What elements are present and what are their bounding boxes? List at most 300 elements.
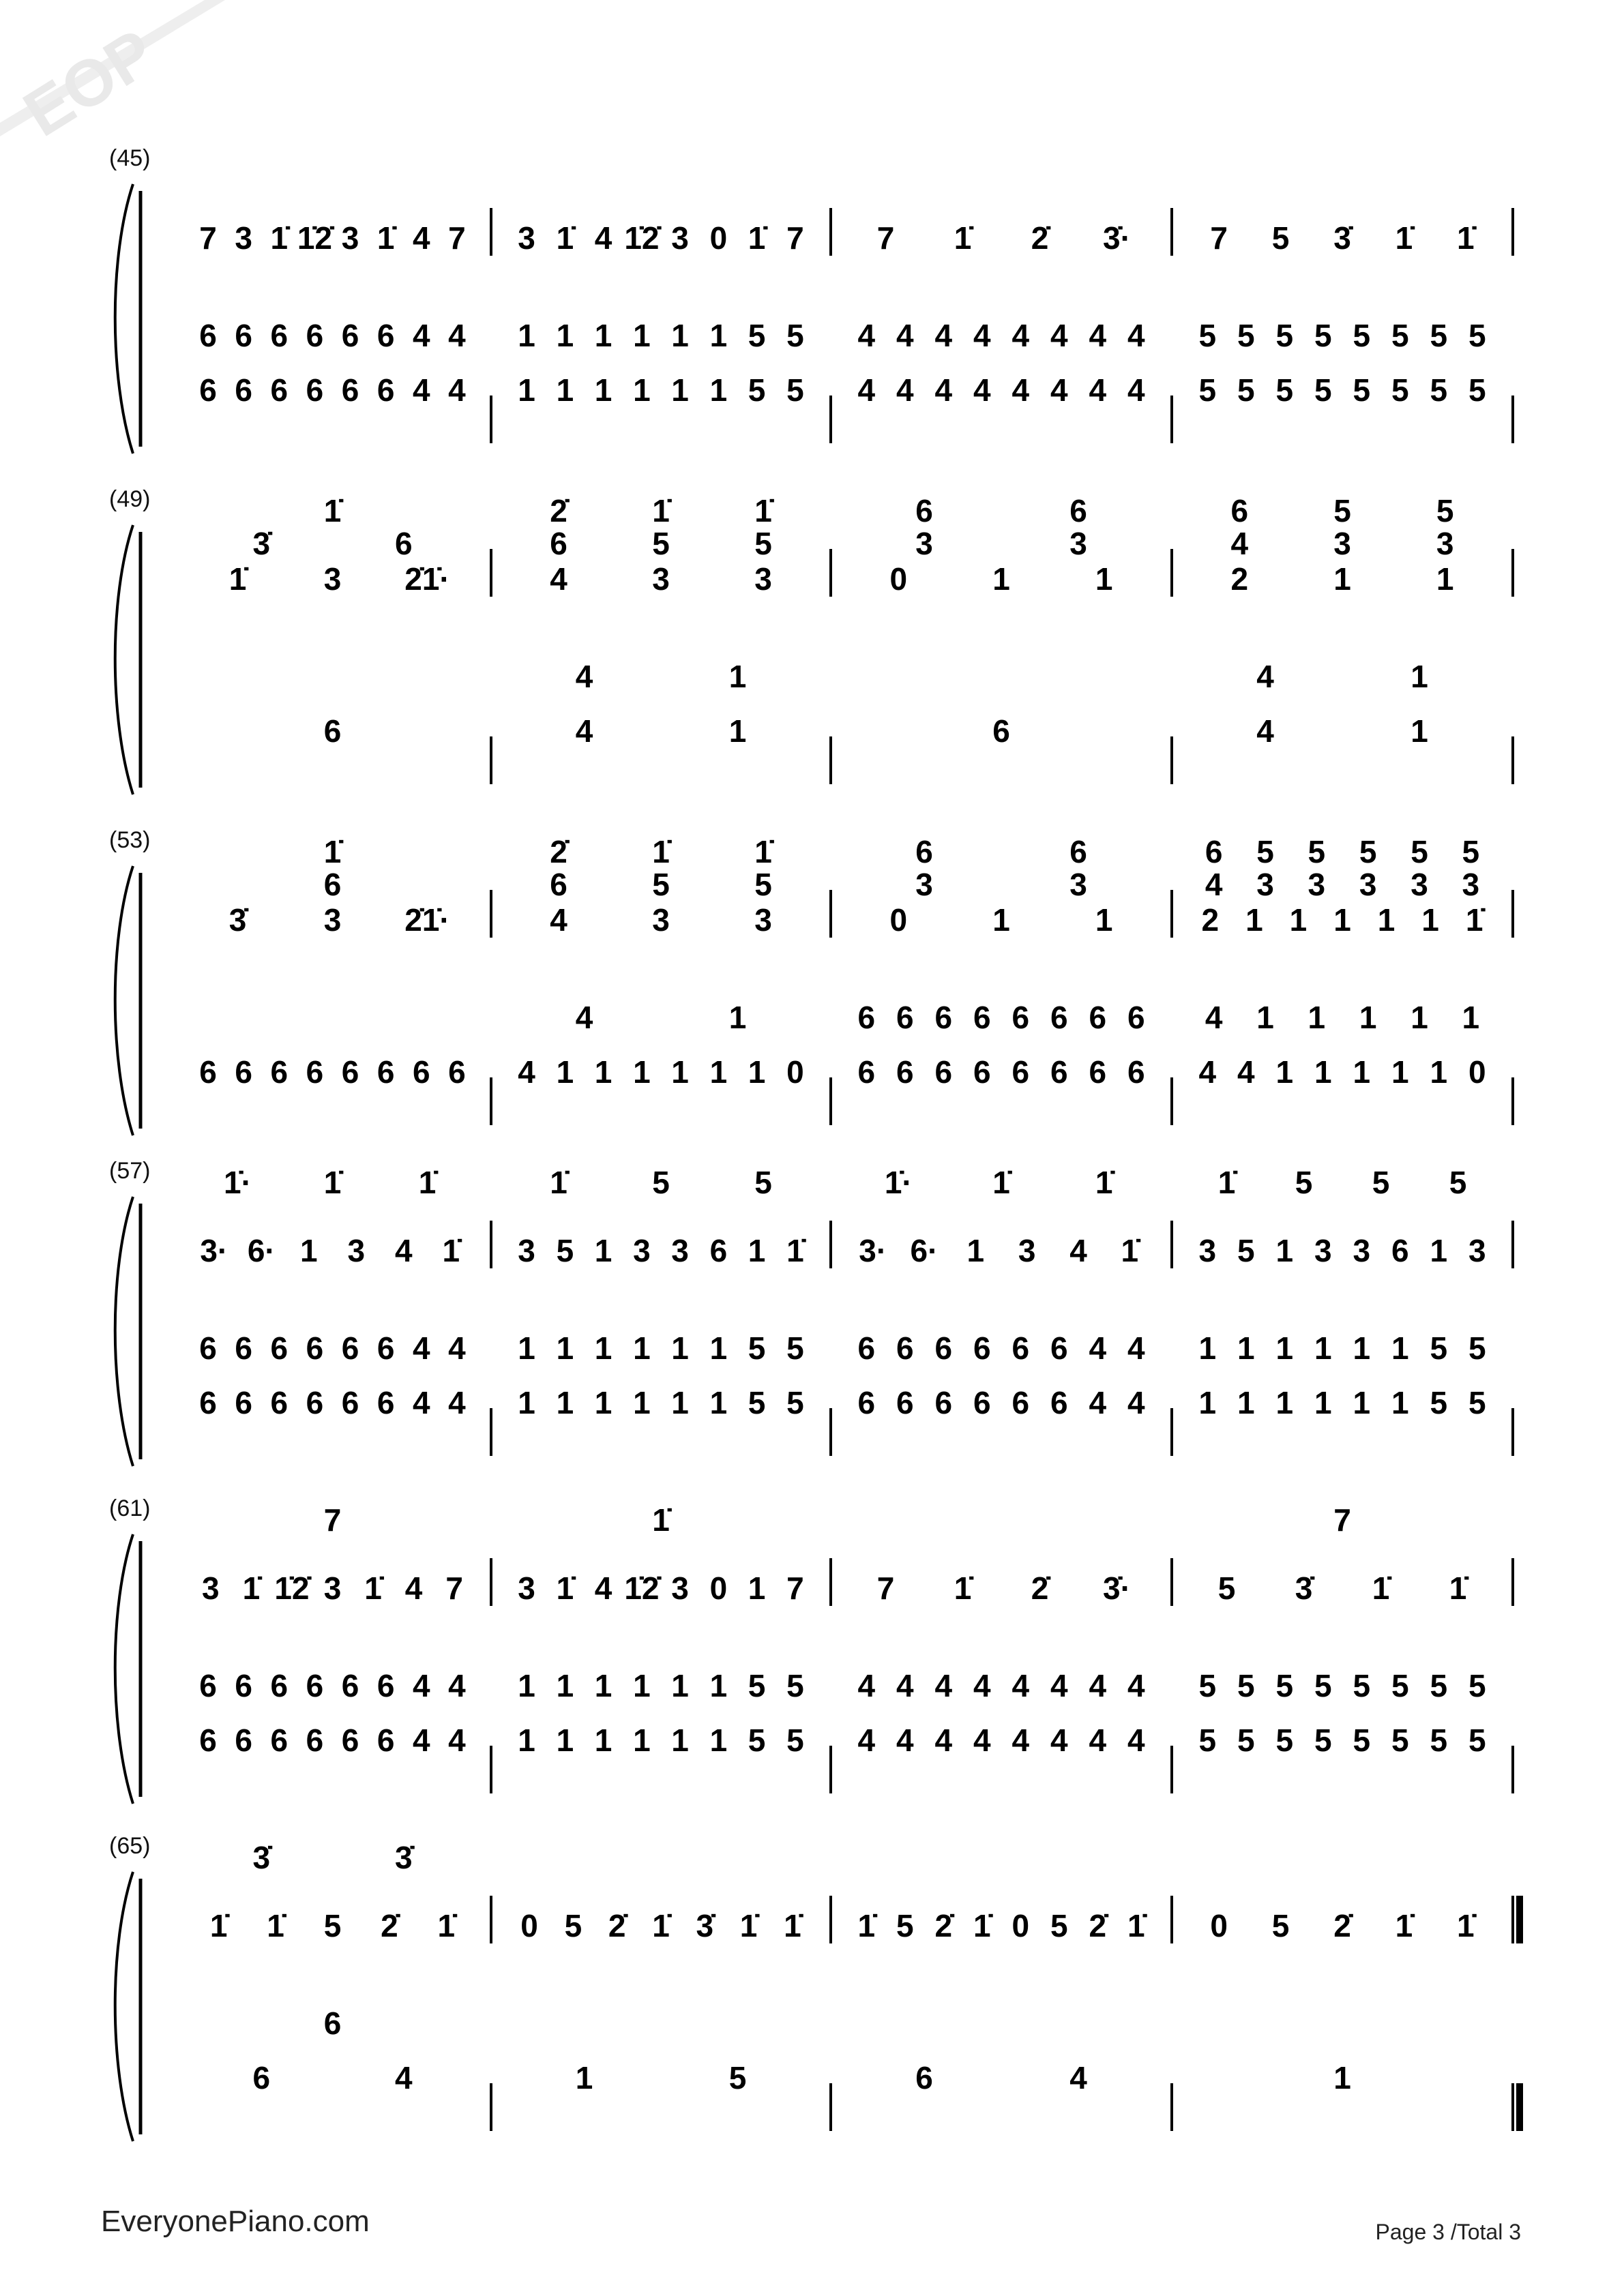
- left-hand-upper-note: 4: [413, 1330, 430, 1366]
- left-hand-note: 6: [199, 1054, 217, 1090]
- left-hand-upper-note: 1: [594, 1668, 612, 1703]
- left-hand-upper-note: 1: [633, 1330, 651, 1366]
- left-hand-note: 1: [518, 1723, 535, 1758]
- right-hand-note: 3: [633, 1233, 651, 1268]
- right-hand-upper-note: 6: [1069, 834, 1087, 869]
- right-hand-note: 5: [1050, 1908, 1068, 1943]
- left-hand-note: 4: [1127, 372, 1145, 408]
- right-hand-note: 7: [448, 220, 466, 256]
- left-hand-note: 4: [1237, 1054, 1255, 1090]
- left-hand-note: 1: [1314, 1054, 1332, 1090]
- left-hand-note: 1: [1353, 1385, 1371, 1420]
- left-hand-upper-note: 5: [1275, 318, 1294, 353]
- left-hand-upper-note: 1: [518, 318, 535, 353]
- left-hand-note: 4: [1089, 1723, 1107, 1758]
- right-hand-note: 0: [709, 1570, 728, 1606]
- left-hand-note: 6: [270, 1723, 289, 1758]
- left-hand-note: 1: [556, 372, 574, 408]
- right-hand-middle-note: 6: [395, 526, 413, 561]
- left-hand-upper-note: 6: [341, 1668, 359, 1703]
- right-hand-upper-note: 7: [323, 1502, 342, 1538]
- right-hand-upper-note: 5: [1295, 1165, 1313, 1200]
- left-hand-upper-note: 5: [1468, 1330, 1486, 1366]
- left-hand-note: 5: [1353, 372, 1371, 408]
- right-hand-note: 3: [1468, 1233, 1486, 1268]
- right-hand-note: 3: [671, 220, 689, 256]
- left-hand-note: 1: [594, 1054, 612, 1090]
- right-hand-middle-note: 3: [1436, 526, 1454, 561]
- right-hand-middle-note: 3: [1462, 867, 1480, 902]
- left-hand-upper-note: 1: [594, 1330, 612, 1366]
- left-hand-upper-note: 1: [1198, 1330, 1217, 1366]
- right-hand-note: 3: [1018, 1233, 1036, 1268]
- left-hand-upper-note: 1: [671, 318, 689, 353]
- left-hand-note: 4: [934, 372, 953, 408]
- left-hand-upper-note: 6: [857, 1330, 876, 1366]
- left-hand-upper-note: 5: [1314, 318, 1332, 353]
- left-hand-note: 4: [448, 1723, 466, 1758]
- right-hand-note: 4: [413, 220, 430, 256]
- grand-staff-brace: [115, 525, 133, 794]
- right-hand-middle-note: 3: [1333, 526, 1351, 561]
- right-hand-upper-note: 1̇: [323, 834, 342, 869]
- left-hand-note: 1: [709, 1054, 728, 1090]
- right-hand-note: 1: [1289, 902, 1308, 938]
- left-hand-upper-note: 1: [1353, 1330, 1371, 1366]
- right-hand-note: 2̇1̇·: [404, 902, 450, 938]
- right-hand-upper-note: 6: [915, 834, 933, 869]
- right-hand-middle-note: 3: [915, 867, 933, 902]
- right-hand-note: 1: [992, 561, 1010, 597]
- left-hand-note: 6: [377, 1723, 395, 1758]
- left-hand-note: 1: [709, 372, 728, 408]
- left-hand-note: 6: [270, 1385, 289, 1420]
- left-hand-upper-note: 5: [748, 1668, 766, 1703]
- right-hand-middle-note: 3: [1359, 867, 1377, 902]
- eop-watermark: [0, 0, 225, 151]
- right-hand-note: 1: [992, 902, 1010, 938]
- left-hand-note: 1: [1333, 2060, 1351, 2096]
- right-hand-note: 3: [1198, 1233, 1217, 1268]
- right-hand-note: 1: [966, 1233, 985, 1268]
- right-hand-note: 3: [754, 902, 772, 938]
- right-hand-note: 3̇: [228, 902, 247, 938]
- right-hand-note: 1: [1095, 902, 1113, 938]
- right-hand-note: 1̇2̇: [624, 220, 660, 256]
- left-hand-note: 5: [786, 1385, 804, 1420]
- left-hand-note: 0: [786, 1054, 804, 1090]
- right-hand-note: 1: [1095, 561, 1113, 597]
- right-hand-note: 3: [323, 1570, 342, 1606]
- left-hand-note: 1: [633, 1054, 651, 1090]
- right-hand-note: 7: [876, 1570, 895, 1606]
- left-hand-note: 4: [896, 372, 914, 408]
- left-hand-upper-note: 6: [235, 1668, 252, 1703]
- left-hand-upper-note: 6: [973, 1330, 991, 1366]
- left-hand-upper-note: 4: [1205, 1000, 1223, 1035]
- left-hand-note: 6: [934, 1385, 953, 1420]
- left-hand-note: 1: [594, 372, 612, 408]
- left-hand-upper-note: 6: [1050, 1000, 1068, 1035]
- left-hand-upper-note: 6: [323, 2006, 342, 2041]
- left-hand-upper-note: 5: [1198, 318, 1217, 353]
- right-hand-note: 1̇2̇: [624, 1570, 660, 1606]
- score-systems: [109, 145, 1520, 2141]
- right-hand-note: 2̇: [1089, 1908, 1107, 1943]
- left-hand-note: 4: [1127, 1723, 1145, 1758]
- right-hand-note: 3·: [200, 1233, 228, 1268]
- right-hand-note: 2: [1201, 902, 1220, 938]
- right-hand-note: 1̇: [739, 1908, 758, 1943]
- right-hand-upper-note: 1̇: [323, 1165, 342, 1200]
- left-hand-note: 5: [1275, 372, 1294, 408]
- left-hand-note: 6: [306, 1385, 324, 1420]
- right-hand-upper-note: 5: [754, 1165, 772, 1200]
- right-hand-note: 1̇: [652, 1908, 670, 1943]
- right-hand-note: 1̇: [954, 1570, 972, 1606]
- right-hand-note: 5: [323, 1908, 342, 1943]
- left-hand-note: 6: [1050, 1385, 1068, 1420]
- left-hand-note: 5: [786, 1723, 804, 1758]
- right-hand-note: 7: [786, 220, 804, 256]
- left-hand-note: 6: [896, 1385, 914, 1420]
- right-hand-middle-note: 3̇: [252, 526, 271, 561]
- right-hand-upper-note: 1̇: [323, 493, 342, 528]
- left-hand-note: 1: [1198, 1385, 1217, 1420]
- left-hand-note: 5: [1468, 372, 1486, 408]
- left-hand-note: 1: [594, 1385, 612, 1420]
- right-hand-note: 3·: [859, 1233, 887, 1268]
- left-hand-note: 4: [413, 1385, 430, 1420]
- right-hand-note: 1̇: [857, 1908, 876, 1943]
- left-hand-note: 6: [1012, 1054, 1030, 1090]
- right-hand-note: 4: [594, 220, 612, 256]
- right-hand-note: 3: [341, 220, 359, 256]
- right-hand-upper-note: 1̇: [652, 493, 670, 528]
- left-hand-upper-note: 5: [1237, 1668, 1255, 1703]
- right-hand-upper-note: 2̇: [550, 834, 567, 869]
- left-hand-upper-note: 1: [671, 1668, 689, 1703]
- right-hand-note: 1̇: [270, 220, 289, 256]
- right-hand-note: 1̇: [442, 1233, 460, 1268]
- left-hand-upper-note: 4: [1127, 318, 1145, 353]
- left-hand-upper-note: 6: [306, 1668, 324, 1703]
- left-hand-note: 5: [1237, 372, 1255, 408]
- left-hand-note: 5: [1198, 1723, 1217, 1758]
- right-hand-upper-note: 5: [1359, 834, 1377, 869]
- left-hand-note: 6: [896, 1054, 914, 1090]
- right-hand-note: 7: [876, 220, 895, 256]
- left-hand-upper-note: 4: [413, 318, 430, 353]
- right-hand-upper-note: 1̇: [652, 1502, 670, 1538]
- left-hand-note: 0: [1468, 1054, 1486, 1090]
- right-hand-note: 0: [1210, 1908, 1228, 1943]
- grand-staff-brace: [115, 1534, 133, 1804]
- left-hand-upper-note: 4: [1256, 659, 1274, 694]
- left-hand-note: 4: [413, 1723, 430, 1758]
- left-hand-upper-note: 4: [1127, 1330, 1145, 1366]
- right-hand-note: 0: [520, 1908, 538, 1943]
- left-hand-note: 6: [323, 713, 342, 749]
- right-hand-note: 1: [1245, 902, 1263, 938]
- left-hand-note: 4: [1012, 1723, 1030, 1758]
- left-hand-upper-note: 1: [1308, 1000, 1326, 1035]
- right-hand-note: 1: [594, 1233, 612, 1268]
- left-hand-upper-note: 5: [1391, 318, 1409, 353]
- left-hand-upper-note: 1: [709, 1668, 728, 1703]
- right-hand-note: 3: [671, 1233, 689, 1268]
- left-hand-upper-note: 4: [934, 318, 953, 353]
- left-hand-note: 6: [413, 1054, 430, 1090]
- left-hand-note: 1: [518, 1385, 535, 1420]
- left-hand-upper-note: 1: [633, 318, 651, 353]
- right-hand-note: 1̇: [954, 220, 972, 256]
- right-hand-note: 5: [1271, 1908, 1290, 1943]
- left-hand-note: 1: [518, 372, 535, 408]
- right-hand-note: 3: [347, 1233, 366, 1268]
- left-hand-upper-note: 4: [896, 1668, 914, 1703]
- left-hand-upper-note: 5: [748, 318, 766, 353]
- right-hand-note: 0: [1012, 1908, 1030, 1943]
- right-hand-note: 4: [550, 561, 567, 597]
- right-hand-note: 3: [323, 902, 342, 938]
- system: [109, 145, 1513, 453]
- left-hand-upper-note: 4: [857, 318, 876, 353]
- left-hand-upper-note: 1: [671, 1330, 689, 1366]
- left-hand-note: 4: [1089, 372, 1107, 408]
- left-hand-upper-note: 4: [1089, 318, 1107, 353]
- right-hand-note: 3̇·: [1103, 1570, 1131, 1606]
- left-hand-note: 1: [671, 1385, 689, 1420]
- left-hand-note: 6: [857, 1385, 876, 1420]
- right-hand-upper-note: 6: [915, 493, 933, 528]
- right-hand-note: 3: [518, 1233, 535, 1268]
- left-hand-upper-note: 6: [306, 318, 324, 353]
- left-hand-upper-note: 5: [1468, 318, 1486, 353]
- left-hand-note: 5: [1391, 372, 1409, 408]
- left-hand-upper-note: 1: [1256, 1000, 1274, 1035]
- left-hand-upper-note: 6: [235, 1330, 252, 1366]
- left-hand-upper-note: 4: [575, 659, 593, 694]
- left-hand-note: 6: [306, 1723, 324, 1758]
- left-hand-upper-note: 5: [1237, 318, 1255, 353]
- right-hand-note: 6: [709, 1233, 728, 1268]
- right-hand-upper-note: 7: [1333, 1502, 1351, 1538]
- right-hand-note: 5: [1237, 1233, 1255, 1268]
- right-hand-note: 4: [550, 902, 567, 938]
- left-hand-note: 4: [448, 372, 466, 408]
- right-hand-note: 1̇: [1449, 1570, 1467, 1606]
- right-hand-upper-note: 2̇: [550, 493, 567, 528]
- left-hand-upper-note: 6: [270, 1330, 289, 1366]
- left-hand-upper-note: 1: [633, 1668, 651, 1703]
- right-hand-note: 5: [1217, 1570, 1236, 1606]
- left-hand-note: 1: [671, 1054, 689, 1090]
- left-hand-note: 5: [748, 372, 766, 408]
- right-hand-note: 2̇: [1333, 1908, 1351, 1943]
- left-hand-note: 1: [728, 713, 747, 749]
- right-hand-upper-note: 1̇·: [224, 1165, 252, 1200]
- right-hand-upper-note: 3̇: [395, 1840, 413, 1875]
- right-hand-middle-note: 3: [1256, 867, 1274, 902]
- measure-number: (65): [109, 1833, 151, 1859]
- left-hand-upper-note: 5: [1430, 1330, 1448, 1366]
- left-hand-note: 1: [671, 372, 689, 408]
- right-hand-middle-note: 6: [550, 526, 567, 561]
- right-hand-middle-note: 5: [754, 526, 772, 561]
- left-hand-upper-note: 4: [896, 318, 914, 353]
- right-hand-note: 3: [518, 220, 535, 256]
- left-hand-note: 1: [1391, 1054, 1409, 1090]
- left-hand-upper-note: 4: [973, 318, 991, 353]
- right-hand-note: 2̇: [1031, 1570, 1049, 1606]
- left-hand-note: 6: [1127, 1054, 1145, 1090]
- left-hand-note: 5: [1468, 1385, 1486, 1420]
- right-hand-note: 1̇: [1395, 1908, 1413, 1943]
- right-hand-upper-note: 5: [1462, 834, 1480, 869]
- right-hand-note: 3: [518, 1570, 535, 1606]
- left-hand-note: 1: [748, 1054, 766, 1090]
- left-hand-note: 6: [199, 1385, 217, 1420]
- right-hand-note: 1̇: [1457, 220, 1475, 256]
- left-hand-note: 6: [235, 1723, 252, 1758]
- right-hand-middle-note: 6: [323, 867, 342, 902]
- measure-number: (53): [109, 827, 151, 853]
- right-hand-note: 3: [671, 1570, 689, 1606]
- left-hand-note: 6: [934, 1054, 953, 1090]
- left-hand-upper-note: 4: [1089, 1330, 1107, 1366]
- right-hand-note: 3: [1353, 1233, 1371, 1268]
- left-hand-upper-note: 6: [341, 1330, 359, 1366]
- left-hand-note: 4: [1089, 1385, 1107, 1420]
- system: [109, 486, 1513, 794]
- left-hand-upper-note: 6: [306, 1330, 324, 1366]
- left-hand-upper-note: 1: [728, 659, 747, 694]
- left-hand-note: 5: [1430, 1723, 1448, 1758]
- left-hand-note: 4: [518, 1054, 535, 1090]
- right-hand-note: 1̇: [1395, 220, 1413, 256]
- left-hand-note: 4: [1198, 1054, 1217, 1090]
- left-hand-note: 4: [413, 372, 430, 408]
- left-hand-upper-note: 1: [518, 1668, 535, 1703]
- left-hand-note: 6: [270, 372, 289, 408]
- left-hand-note: 5: [786, 372, 804, 408]
- right-hand-upper-note: 1̇: [652, 834, 670, 869]
- right-hand-upper-note: 5: [1411, 834, 1428, 869]
- left-hand-upper-note: 5: [1314, 1668, 1332, 1703]
- right-hand-note: 6: [1391, 1233, 1409, 1268]
- left-hand-upper-note: 6: [934, 1000, 953, 1035]
- right-hand-upper-note: 1̇: [754, 493, 772, 528]
- right-hand-note: 0: [889, 902, 908, 938]
- left-hand-upper-note: 6: [377, 318, 395, 353]
- left-hand-note: 1: [1353, 1054, 1371, 1090]
- left-hand-note: 5: [1314, 372, 1332, 408]
- left-hand-upper-note: 6: [341, 318, 359, 353]
- left-hand-upper-note: 5: [748, 1330, 766, 1366]
- grand-staff-brace: [115, 1197, 133, 1466]
- left-hand-upper-note: 6: [235, 318, 252, 353]
- left-hand-upper-note: 1: [1411, 1000, 1428, 1035]
- left-hand-upper-note: 5: [1391, 1668, 1409, 1703]
- left-hand-note: 1: [594, 1723, 612, 1758]
- right-hand-note: 5: [564, 1908, 582, 1943]
- right-hand-upper-note: 1̇: [1095, 1165, 1113, 1200]
- left-hand-upper-note: 1: [556, 1668, 574, 1703]
- left-hand-note: 6: [199, 1723, 217, 1758]
- left-hand-upper-note: 5: [786, 1668, 804, 1703]
- left-hand-upper-note: 6: [377, 1668, 395, 1703]
- left-hand-upper-note: 1: [709, 1330, 728, 1366]
- left-hand-upper-note: 1: [594, 318, 612, 353]
- left-hand-upper-note: 1: [556, 1330, 574, 1366]
- left-hand-upper-note: 4: [1127, 1668, 1145, 1703]
- left-hand-note: 1: [709, 1385, 728, 1420]
- right-hand-upper-note: 5: [1372, 1165, 1390, 1200]
- right-hand-note: 2̇1̇·: [404, 561, 450, 597]
- left-hand-upper-note: 6: [1050, 1330, 1068, 1366]
- left-hand-upper-note: 5: [786, 318, 804, 353]
- left-hand-upper-note: 6: [934, 1330, 953, 1366]
- left-hand-note: 6: [306, 372, 324, 408]
- system: [109, 1833, 1520, 2141]
- left-hand-note: 1: [1275, 1385, 1294, 1420]
- left-hand-note: 4: [395, 2060, 413, 2096]
- right-hand-note: 4: [594, 1570, 612, 1606]
- left-hand-upper-note: 6: [1127, 1000, 1145, 1035]
- right-hand-middle-note: 3: [1069, 526, 1087, 561]
- left-hand-note: 4: [448, 1385, 466, 1420]
- left-hand-note: 6: [857, 1054, 876, 1090]
- right-hand-note: 3: [323, 561, 342, 597]
- right-hand-middle-note: 3: [1308, 867, 1326, 902]
- left-hand-note: 6: [235, 1385, 252, 1420]
- right-hand-note: 1̇: [242, 1570, 261, 1606]
- right-hand-note: 1̇: [1127, 1908, 1145, 1943]
- left-hand-note: 5: [1314, 1723, 1332, 1758]
- right-hand-note: 1̇: [1465, 902, 1483, 938]
- right-hand-upper-note: 6: [1205, 834, 1223, 869]
- left-hand-upper-note: 6: [270, 318, 289, 353]
- right-hand-note: 6·: [910, 1233, 939, 1268]
- left-hand-note: 1: [633, 1385, 651, 1420]
- right-hand-note: 1̇2̇: [274, 1570, 310, 1606]
- right-hand-note: 0: [889, 561, 908, 597]
- right-hand-note: 1̇: [1372, 1570, 1390, 1606]
- left-hand-upper-note: 4: [448, 1668, 466, 1703]
- left-hand-upper-note: 4: [1050, 318, 1068, 353]
- measure-number: (57): [109, 1158, 151, 1184]
- left-hand-upper-note: 1: [1359, 1000, 1377, 1035]
- left-hand-upper-note: 5: [786, 1330, 804, 1366]
- left-hand-note: 4: [857, 1723, 876, 1758]
- left-hand-note: 6: [377, 1385, 395, 1420]
- left-hand-upper-note: 6: [857, 1000, 876, 1035]
- left-hand-note: 4: [973, 372, 991, 408]
- left-hand-note: 6: [235, 372, 252, 408]
- right-hand-upper-note: 1̇·: [884, 1165, 913, 1200]
- right-hand-note: 7: [1210, 220, 1228, 256]
- left-hand-note: 1: [633, 372, 651, 408]
- right-hand-note: 3̇: [1295, 1570, 1313, 1606]
- right-hand-upper-note: 5: [1449, 1165, 1467, 1200]
- right-hand-note: 7: [199, 220, 217, 256]
- right-hand-upper-note: 5: [1308, 834, 1326, 869]
- left-hand-note: 1: [556, 1054, 574, 1090]
- left-hand-note: 6: [341, 1723, 359, 1758]
- right-hand-note: 3: [235, 220, 252, 256]
- left-hand-upper-note: 4: [1050, 1668, 1068, 1703]
